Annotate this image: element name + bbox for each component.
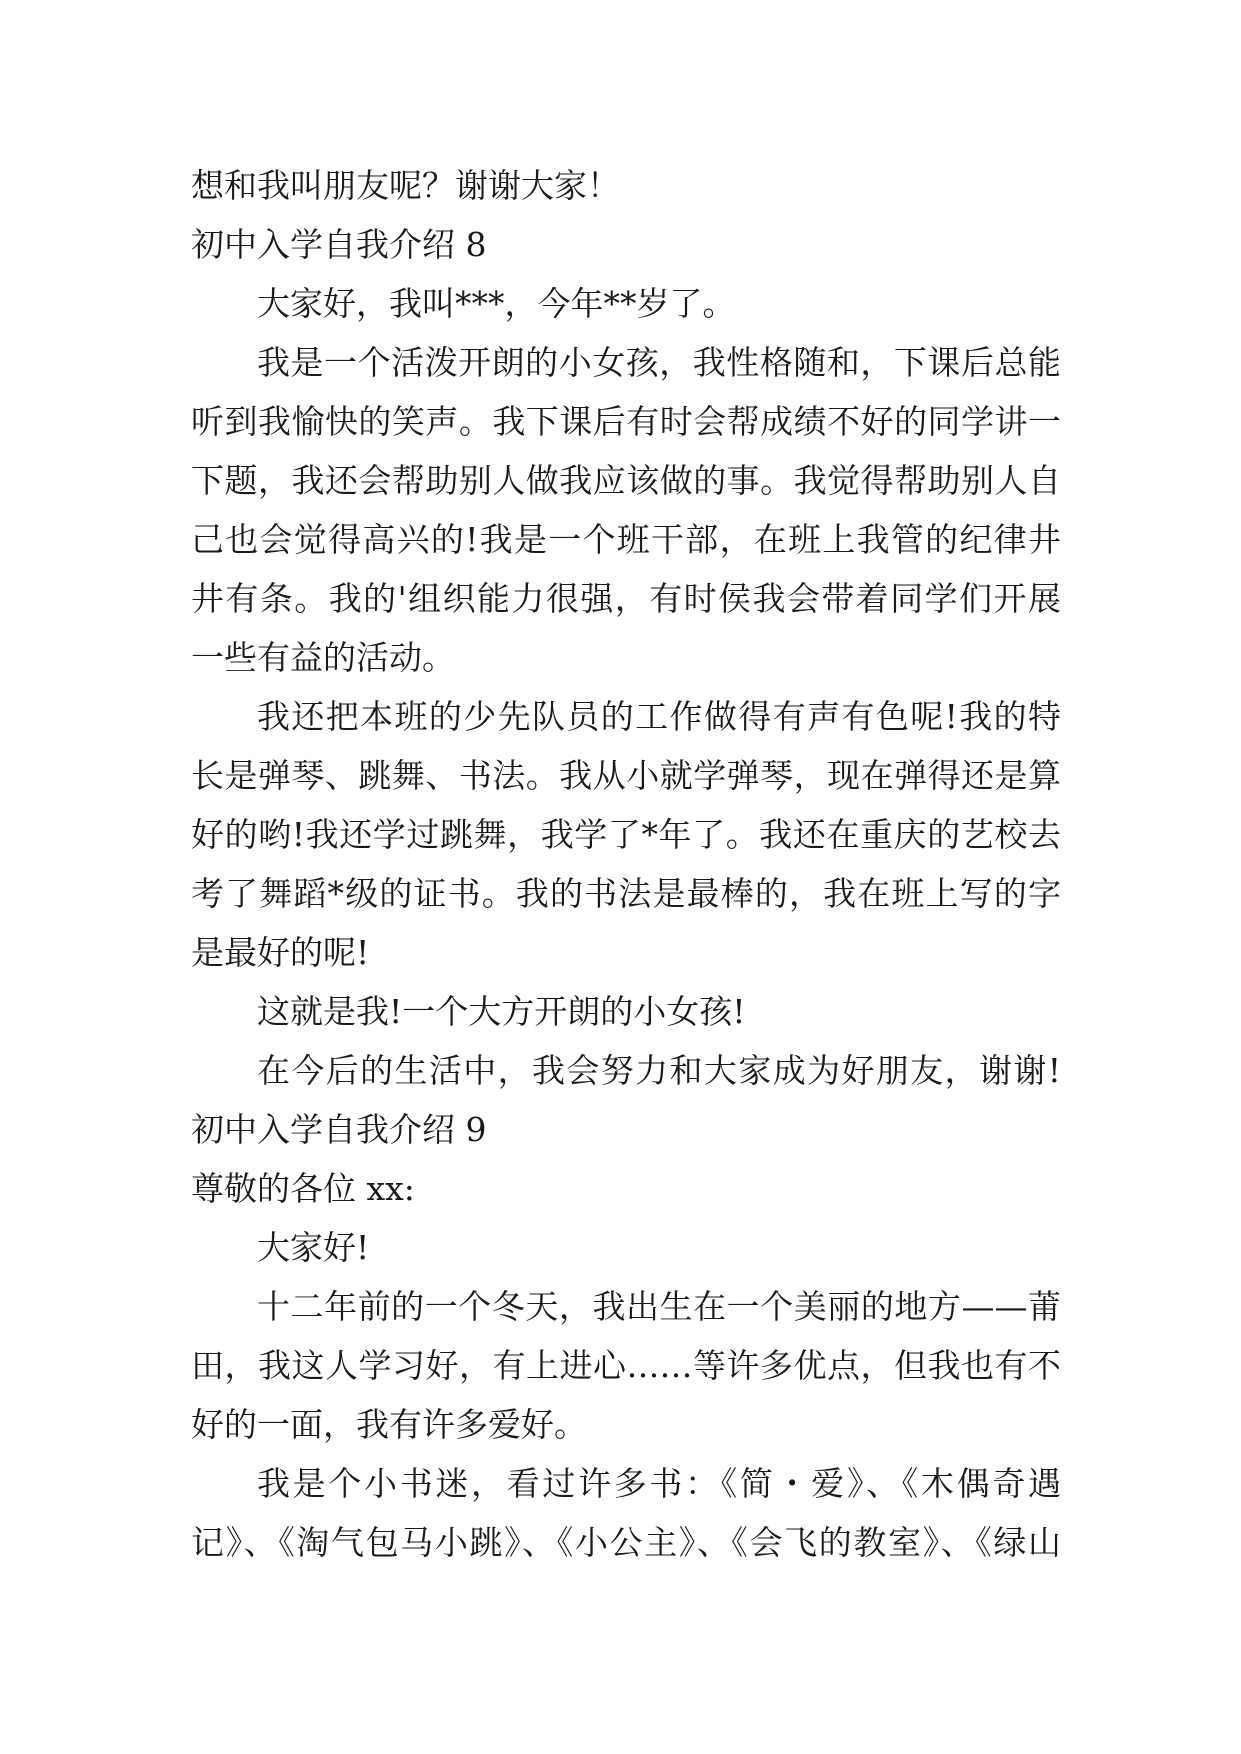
text-line: 尊敬的各位 xx: [191,1169,415,1208]
text-line: 大家好! [257,1228,370,1267]
text-line: 大家好，我叫***，今年**岁了。 [257,284,736,323]
text-line: 听到我愉快的笑声。我下课后有时会帮成绩不好的同学讲一 [191,402,1061,441]
text-line: 我是一个活泼开朗的小女孩，我性格随和，下课后总能 [257,343,1061,382]
text-line: 好的哟!我还学过跳舞，我学了*年了。我还在重庆的艺校去 [191,815,1061,854]
text-line: 好的一面，我有许多爱好。 [191,1405,587,1444]
text-line: 井有条。我的'组织能力很强，有时侯我会带着同学们开展 [191,579,1061,618]
section-heading: 初中入学自我介绍 9 [191,1110,487,1149]
text-line: 在今后的生活中，我会努力和大家成为好朋友，谢谢! [257,1051,1061,1090]
text-line: 田，我这人学习好，有上进心……等许多优点，但我也有不 [191,1346,1061,1385]
text-line: 一些有益的活动。 [191,638,455,677]
text-line: 十二年前的一个冬天，我出生在一个美丽的地方——莆 [257,1287,1061,1326]
text-line: 我是个小书迷，看过许多书：《简・爱》、《木偶奇遇 [257,1464,1061,1503]
text-line: 这就是我!一个大方开朗的小女孩! [257,992,746,1031]
text-line: 下题，我还会帮助别人做我应该做的事。我觉得帮助别人自 [191,461,1061,500]
text-line: 想和我叫朋友呢？谢谢大家！ [191,166,620,205]
text-line: 长是弹琴、跳舞、书法。我从小就学弹琴，现在弹得还是算 [191,756,1061,795]
text-line: 己也会觉得高兴的!我是一个班干部，在班上我管的纪律井 [191,520,1061,559]
text-line: 记》、《淘气包马小跳》、《小公主》、《会飞的教室》、《绿山 [191,1523,1061,1562]
text-line: 考了舞蹈*级的证书。我的书法是最棒的，我在班上写的字 [191,874,1061,913]
text-line: 我还把本班的少先队员的工作做得有声有色呢!我的特 [257,697,1061,736]
section-heading: 初中入学自我介绍 8 [191,225,487,264]
text-line: 是最好的呢! [191,933,370,972]
